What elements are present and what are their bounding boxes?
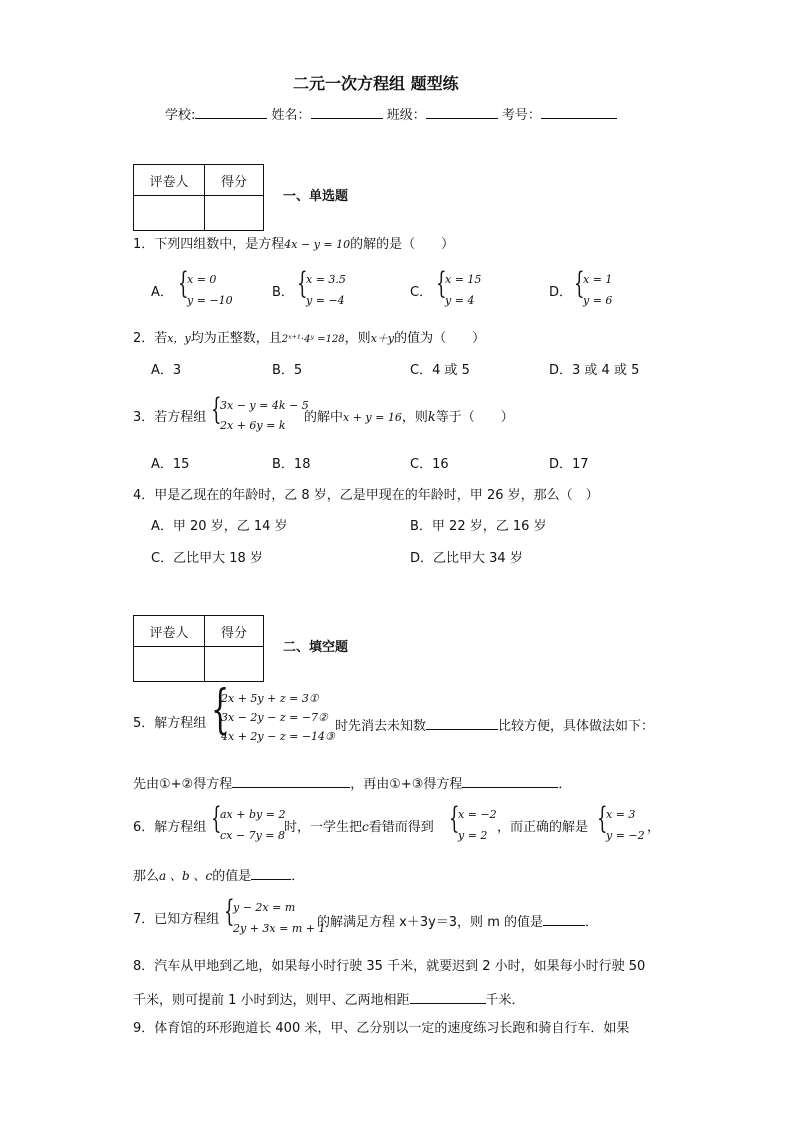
q5-blank-3[interactable] [462, 775, 558, 788]
question-6-line2: 那么a 、b 、c的值是 ． [133, 869, 305, 884]
q2-option-a[interactable]: A．3 [151, 363, 182, 378]
option-c-label[interactable]: C． [410, 285, 433, 300]
grader-cell[interactable] [134, 647, 205, 682]
q7-blank[interactable] [543, 913, 585, 926]
q4-option-d[interactable]: D．乙比甲大 34 岁 [410, 551, 523, 566]
page-title: 二元一次方程组 题型练 [293, 74, 459, 93]
question-8-line2: 千米，则可提前 1 小时到达，则甲、乙两地相距 千米． [133, 993, 525, 1008]
question-3-rest: 的解中x + y = 16，则k等于（ ） [304, 410, 514, 425]
score-box-2 [133, 615, 264, 682]
question-4: 4．甲是乙现在的年龄时，乙 8 岁，乙是甲现在的年龄时，甲 26 岁，那么（ ） [133, 488, 599, 503]
option-b-label[interactable]: B． [272, 285, 294, 300]
q8-blank[interactable] [410, 991, 486, 1004]
question-6-mid2: ，而正确的解是 [497, 820, 589, 835]
option-a-label[interactable]: A． [151, 285, 173, 300]
question-6-end: ， [647, 820, 661, 835]
exam-number-field[interactable] [541, 106, 617, 119]
question-5-line2: 先由①+②得方程 ，再由①+③得方程 ． [133, 777, 572, 792]
q2-option-d[interactable]: D．3 或 4 或 5 [549, 363, 640, 378]
question-5-prefix: 5．解方程组 [133, 716, 207, 731]
option-d-label[interactable]: D． [549, 285, 573, 300]
q5-blank-1[interactable] [426, 717, 498, 730]
grader-header: 评卷人 [134, 616, 205, 647]
q3-option-c[interactable]: C．16 [410, 457, 449, 472]
question-9-line1: 9．体育馆的环形跑道长 400 米，甲、乙分别以一定的速度练习长跑和骑自行车．如果 [133, 1021, 630, 1036]
q6-blank[interactable] [251, 867, 291, 880]
question-6-mid: 时，一学生把c看错而得到 [284, 820, 434, 835]
equation: 4x − y = 10 [284, 238, 351, 251]
grader-cell[interactable] [134, 196, 205, 231]
question-7-rest: 的解满足方程 x＋3y＝3，则 m 的值是 ． [317, 915, 599, 930]
student-info [165, 106, 617, 122]
grader-header: 评卷人 [134, 165, 205, 196]
question-7-prefix: 7．已知方程组 [133, 912, 220, 927]
q5-blank-2[interactable] [232, 775, 350, 788]
score-header: 得分 [205, 165, 264, 196]
score-cell[interactable] [205, 196, 264, 231]
q4-option-c[interactable]: C．乙比甲大 18 岁 [151, 551, 263, 566]
school-field[interactable] [195, 106, 267, 119]
q3-option-d[interactable]: D．17 [549, 457, 589, 472]
question-1: 1．下列四组数中，是方程4x − y = 10的解的是（ ） [133, 237, 455, 252]
name-label: 姓名： [271, 108, 311, 123]
q2-option-c[interactable]: C．4 或 5 [410, 363, 470, 378]
class-field[interactable] [426, 106, 498, 119]
name-field[interactable] [311, 106, 383, 119]
class-label: 班级： [386, 108, 426, 123]
section-title-fill-blank: 二、填空题 [283, 640, 349, 655]
score-cell[interactable] [205, 647, 264, 682]
question-2: 2．若x，y均为正整数，且2ˣ⁺¹·4ʸ =128，则x＋y的值为（ ） [133, 331, 486, 346]
exam-number-label: 考号： [501, 108, 541, 123]
q4-option-b[interactable]: B．甲 22 岁，乙 16 岁 [410, 519, 547, 534]
question-6-prefix: 6．解方程组 [133, 820, 207, 835]
q2-option-b[interactable]: B．5 [272, 363, 303, 378]
score-box-1 [133, 164, 264, 231]
school-label: 学校: [165, 108, 196, 123]
section-title-single-choice: 一、单选题 [283, 189, 349, 204]
score-header: 得分 [205, 616, 264, 647]
q3-option-a[interactable]: A．15 [151, 457, 190, 472]
q4-option-a[interactable]: A．甲 20 岁，乙 14 岁 [151, 519, 288, 534]
question-8-line1: 8．汽车从甲地到乙地，如果每小时行驶 35 千米，就要迟到 2 小时，如果每小时行驶 50 [133, 959, 646, 974]
question-5-rest: 时先消去未知数 比较方便，具体做法如下： [335, 719, 655, 734]
q3-option-b[interactable]: B．18 [272, 457, 311, 472]
question-3-prefix: 3．若方程组 [133, 410, 207, 425]
